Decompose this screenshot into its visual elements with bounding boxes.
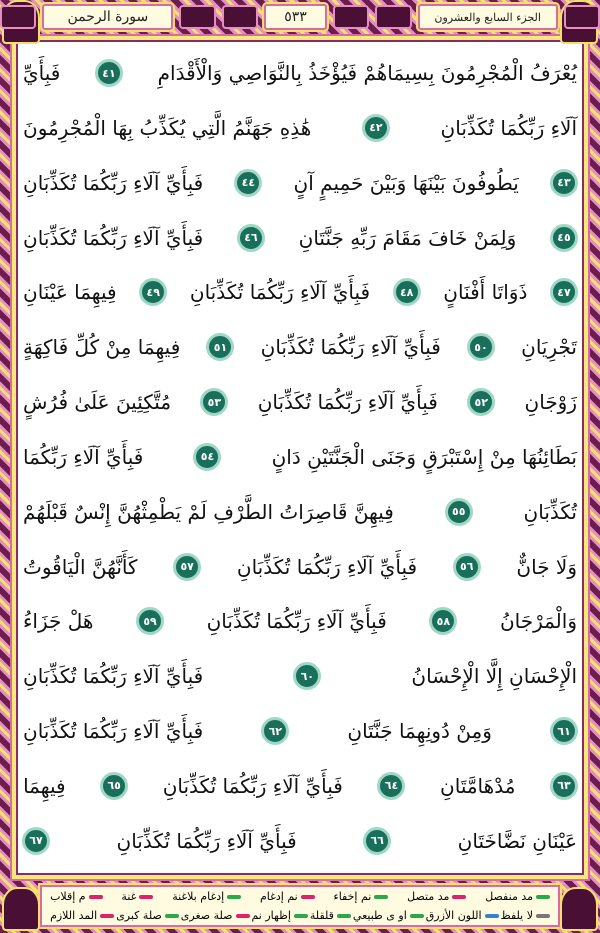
legend-row [50,890,550,903]
legend-item [172,890,241,903]
header-ornament [179,5,215,29]
legend-color-swatch [536,914,550,918]
legend-item [50,890,103,903]
ayah-number-marker: ٦١ [550,717,578,745]
verse-text: فَبِأَيِّ آلَاءِ رَبِّكُمَا تُكَذِّبَانِ [189,280,371,305]
ayah-number-marker: ٤٣ [550,169,578,197]
verse-text: فِيهِمَا عَيْنَانِ [23,280,117,305]
verse-text: فَبِأَيِّ آلَاءِ رَبِّكُمَا تُكَذِّبَانِ [257,390,438,415]
verse-text: يُعْرَفُ الْمُجْرِمُونَ بِسِيمَاهُمْ فَيُؤْخَذُ بِالنَّوَاصِي وَالْأَقْدَامِ [157,61,577,85]
legend-label: لا يلفظ [500,909,533,922]
legend-item [334,890,389,903]
ayah-number-marker: ٥٥ [445,498,473,526]
legend-label: نم إدغام [259,890,298,903]
verse-text: عَيْنَانِ نَضَّاخَتَانِ [457,828,577,853]
header-ornament [564,5,600,29]
text-line [22,46,578,100]
legend-color-swatch [536,895,550,899]
legend-row [50,909,550,922]
legend-label: اللون الأزرق [425,909,482,922]
legend-label: او ى طبيعي [352,909,407,922]
verse-text: يَطُوفُونَ بَيْنَهَا وَبَيْنَ حَمِيمٍ آنٍ [293,170,519,195]
ayah-number-marker: ٤٦ [237,224,265,252]
legend-color-swatch [165,914,179,918]
verse-text: فِيهِنَّ قَاصِرَاتُ الطَّرْفِ لَمْ يَطْمِثْهُنَّ إِنْسٌ قَبْلَهُمْ [23,499,394,524]
legend-item [116,909,179,922]
legend-color-swatch [337,914,351,918]
ayah-number-marker: ٥٤ [193,443,221,471]
verse-text: بَطَائِنُهَا مِنْ إِسْتَبْرَقٍ وَجَنَى الْجَنَّتَيْنِ دَانٍ [271,444,577,469]
header-ornament [375,5,411,29]
legend-color-swatch [485,914,499,918]
corner-ornament [560,887,598,931]
ayah-number-marker: ٤٧ [550,278,578,306]
verse-text: الْإِحْسَانِ إِلَّا الْإِحْسَانُ [411,664,577,689]
legend-label: المد اللازم [50,909,98,922]
page-header [0,0,600,34]
corner-ornament [2,887,40,931]
verse-text: مُتَّكِئِينَ عَلَىٰ فُرُشٍ [23,390,172,415]
legend-label: مد متصل [407,890,450,903]
legend-label: مد منفصل [485,890,533,903]
legend-label: إدغام بلاغنة [172,890,225,903]
text-line [22,375,578,429]
legend-color-swatch [410,914,424,918]
text-line [22,594,578,648]
ayah-number-marker: ٦٥ [100,772,128,800]
legend-item [407,890,466,903]
quran-text [22,46,578,868]
ayah-number-marker: ٥٨ [429,607,457,635]
text-line [22,156,578,210]
verse-text: فَبِأَيِّ آلَاءِ رَبِّكُمَا تُكَذِّبَانِ [23,225,204,250]
text-line [22,211,578,265]
text-line [22,704,578,758]
page-number: ٥٣٣ [264,4,327,30]
legend-color-swatch [236,914,250,918]
text-line [22,430,578,484]
ayah-number-marker: ٤٥ [550,224,578,252]
ayah-number-marker: ٥٦ [453,553,481,581]
verse-text: فَبِأَيِّ آلَاءِ رَبِّكُمَا تُكَذِّبَانِ [236,554,418,579]
ayah-number-marker: ٦٧ [22,827,50,855]
ayah-number-marker: ٦٦ [363,827,391,855]
verse-text: وَمِنْ دُونِهِمَا جَنَّتَانِ [347,719,492,744]
verse-text: مُدْهَامَّتَانِ [440,773,516,798]
verse-text: ذَوَاتَا أَفْنَانٍ [443,280,528,305]
text-line [22,540,578,594]
verse-text: زَوْجَانِ [524,390,577,415]
text-line [22,485,578,539]
legend-label: قلقلة [309,909,334,922]
ayah-number-marker: ٦٤ [377,772,405,800]
ayah-number-marker: ٦٠ [293,662,321,690]
ayah-number-marker: ٥٩ [136,607,164,635]
verse-text: كَأَنَّهُنَّ الْيَاقُوتُ [23,554,138,579]
verse-text: فَبِأَيِّ آلَاءِ رَبِّكُمَا تُكَذِّبَانِ [260,335,441,360]
verse-text: فَبِأَيِّ آلَاءِ رَبِّكُمَا تُكَذِّبَانِ [162,773,343,798]
legend-item [426,909,499,922]
verse-text: فِيهِمَا مِنْ كُلِّ فَاكِهَةٍ [23,335,181,360]
ayah-number-marker: ٦٢ [261,717,289,745]
legend-color-swatch [139,895,153,899]
header-ornament [0,5,36,29]
ayah-number-marker: ٥٧ [173,553,201,581]
legend-item [501,909,550,922]
ayah-number-marker: ٥٠ [467,333,495,361]
verse-text: فَبِأَيِّ آلَاءِ رَبِّكُمَا تُكَذِّبَانِ [116,828,297,853]
ayah-number-marker: ٥٣ [200,388,228,416]
legend-color-swatch [294,914,308,918]
text-line [22,265,578,319]
verse-text: فِيهِمَا [23,773,66,798]
ayah-number-marker: ٦٣ [550,772,578,800]
legend-item [353,909,424,922]
legend-color-swatch [100,914,114,918]
legend-label: صلة صغرى [180,909,233,922]
legend-label: نم إخفاء [333,890,372,903]
text-line [22,814,578,868]
juz-name: الجزء السابع والعشرون [418,4,558,30]
ayah-number-marker: ٤١ [95,59,123,87]
legend-label: إظهار نم [251,909,291,922]
legend-color-swatch [301,895,315,899]
ayah-number-marker: ٤٢ [362,114,390,142]
verse-text: تَجْرِيَانِ [521,335,577,360]
legend-color-swatch [374,895,388,899]
legend-color-swatch [452,895,466,899]
legend-item [310,909,351,922]
text-line [22,759,578,813]
legend-item [485,890,550,903]
legend-label: صلة كبرى [116,909,162,922]
verse-text: تُكَذِّبَانِ [523,499,577,524]
verse-text: فَبِأَيِّ آلَاءِ رَبِّكُمَا تُكَذِّبَانِ [23,170,204,195]
legend-item [50,909,114,922]
tajweed-legend [40,885,560,927]
verse-text: فَبِأَيِّ آلَاءِ رَبِّكُمَا تُكَذِّبَانِ [23,664,204,689]
legend-label: م إقلاب [50,890,86,903]
legend-item [121,890,153,903]
ayah-number-marker: ٥٢ [467,388,495,416]
verse-text: آلَاءِ رَبِّكُمَا تُكَذِّبَانِ [440,115,577,140]
legend-color-swatch [89,895,103,899]
verse-text: هَٰذِهِ جَهَنَّمُ الَّتِي يُكَذِّبُ بِهَا الْمُجْرِمُونَ [23,115,312,140]
ayah-number-marker: ٥١ [206,333,234,361]
legend-label: غنة [121,890,137,903]
ayah-number-marker: ٤٤ [234,169,262,197]
text-line [22,649,578,703]
ayah-number-marker: ٤٨ [393,278,421,306]
surah-name: سورة الرحمن [42,4,173,30]
verse-text: فَبِأَيِّ آلَاءِ رَبِّكُمَا [23,444,144,469]
legend-item [251,909,307,922]
legend-color-swatch [227,895,241,899]
legend-item [181,909,250,922]
ayah-number-marker: ٤٩ [139,278,167,306]
verse-text: هَلْ جَزَاءُ [23,609,94,634]
verse-text: وَلَا جَانٌّ [516,554,577,579]
header-ornament [333,5,369,29]
verse-text: وَالْمَرْجَانُ [499,609,577,634]
legend-item [260,890,315,903]
text-line [22,320,578,374]
header-ornament [222,5,258,29]
verse-text: فَبِأَيِّ آلَاءِ رَبِّكُمَا تُكَذِّبَانِ [23,719,204,744]
verse-text: فَبِأَيِّ آلَاءِ رَبِّكُمَا تُكَذِّبَانِ [206,609,387,634]
verse-text: وَلِمَنْ خَافَ مَقَامَ رَبِّهِ جَنَّتَانِ [298,225,517,250]
text-line [22,101,578,155]
verse-text: فَبِأَيِّ [23,61,61,85]
